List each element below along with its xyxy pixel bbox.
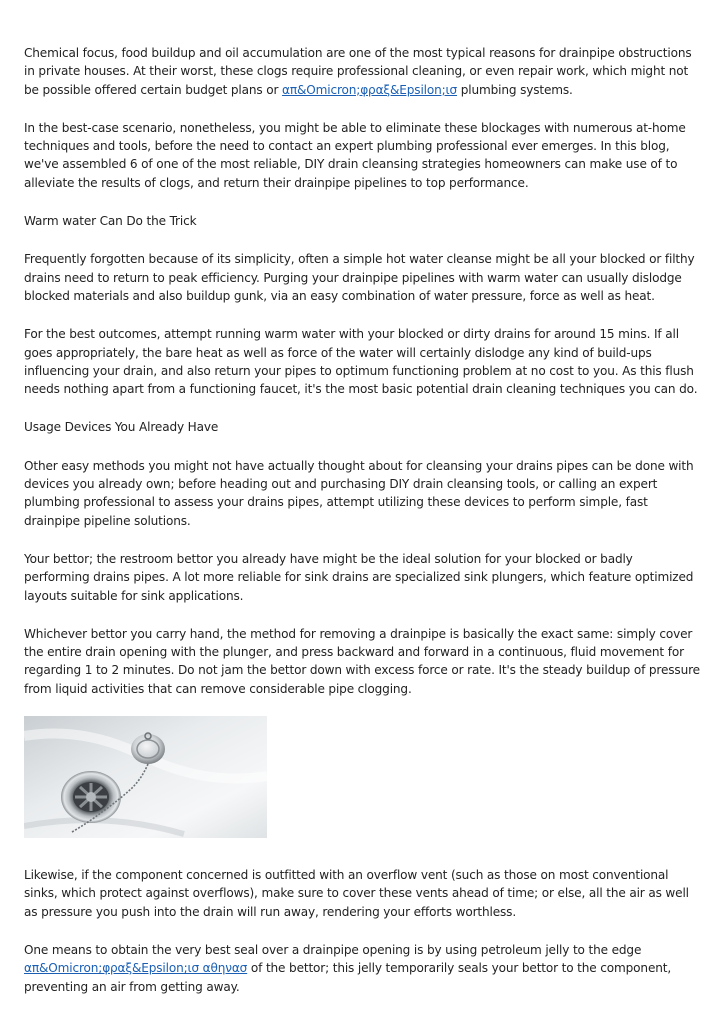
paragraph-intro-tail: plumbing systems.: [457, 82, 573, 97]
paragraph-intro-text: Chemical focus, food buildup and oil accumulation are one of the most typical reasons for drainpipe obstructions in private houses. At their worst, these clogs require professional cleaning, or even repair work, which might not be possible offered certain budget plans or: [24, 46, 692, 97]
article-body: [24, 44, 700, 1016]
drain-photo: [24, 716, 267, 838]
paragraph-seal-text: One means to obtain the very best seal over a drainpipe opening is by using petroleum jelly to the edge: [24, 942, 642, 957]
plumbing-link[interactable]: απ&Omicron;φραξ&Epsilon;ισ: [282, 82, 458, 97]
section-heading-devices: Usage Devices You Already Have: [24, 420, 219, 435]
paragraph-easy-methods: Other easy methods you might not have actually thought about for cleansing your drains pipes can be done with devices you already own; before heading out and purchasing DIY drain cleansing tools, or calling an expert plumbing professional to assess your drains pipes, attempt utilizing these devices to perform simple, fast drainpipe pipeline solutions.: [24, 458, 694, 528]
paragraph-method: Whichever bettor you carry hand, the method for removing a drainpipe is basically the exact same: simply cover the entire drain opening with the plunger, and press backward and forward in a continuous, fluid movement for regarding 1 to 2 minutes. Do not jam the bettor down with excess force or rate. It's the steady buildup of pressure from liquid activities that can remove considerable pipe clogging.: [24, 626, 700, 696]
paragraph-bettor: Your bettor; the restroom bettor you already have might be the ideal solution for your blocked or badly performing drains pipes. A lot more reliable for sink drains are specialized sink plungers, which feature optimized layouts suitable for sink applications.: [24, 551, 694, 603]
paragraph-hot-water: Frequently forgotten because of its simplicity, often a simple hot water cleanse might be all your blocked or filthy drains need to return to peak efficiency. Purging your drainpipe pipelines with warm water can usually dislodge blocked materials and also buildup gunk, via an easy combination of water pressure, force as well as heat.: [24, 252, 695, 303]
paragraph-best-case: In the best-case scenario, nonetheless, you might be able to eliminate these blockages with numerous at-home techniques and tools, before the need to contact an expert plumbing professional ever emerges. In this blog, we've assembled 6 of one of the most reliable, DIY drain cleansing strategies homeowners can make use of to alleviate the results of clogs, and return their drainpipe pipelines to top performance.: [24, 120, 686, 190]
section-heading-warm-water: Warm water Can Do the Trick: [24, 214, 197, 229]
paragraph-seal-tail: of the bettor; this jelly temporarily seals your bettor to the component, preventing an air from getting away.: [24, 961, 672, 994]
plumbing-athens-link[interactable]: απ&Omicron;φραξ&Epsilon;ισ αθηνασ: [24, 961, 248, 976]
paragraph-best-outcomes: For the best outcomes, attempt running warm water with your blocked or dirty drains for around 15 mins. If all goes appropriately, the bare heat as well as force of the water will certainly dislodge any kind of build-ups influencing your drain, and also return your pipes to optimum functioning problem at no cost to you. As this flush needs nothing apart from a functioning faucet, it's the most basic potential drain cleaning techniques you can do.: [24, 327, 698, 397]
paragraph-intro: [24, 44, 700, 99]
paragraph-seal: [24, 941, 700, 996]
paragraph-overflow: Likewise, if the component concerned is outfitted with an overflow vent (such as those on most conventional sinks, which protect against overflows), make sure to cover these vents ahead of time; or else, all the air as well as pressure you push into the drain will run away, rendering your efforts worthless.: [24, 868, 689, 919]
